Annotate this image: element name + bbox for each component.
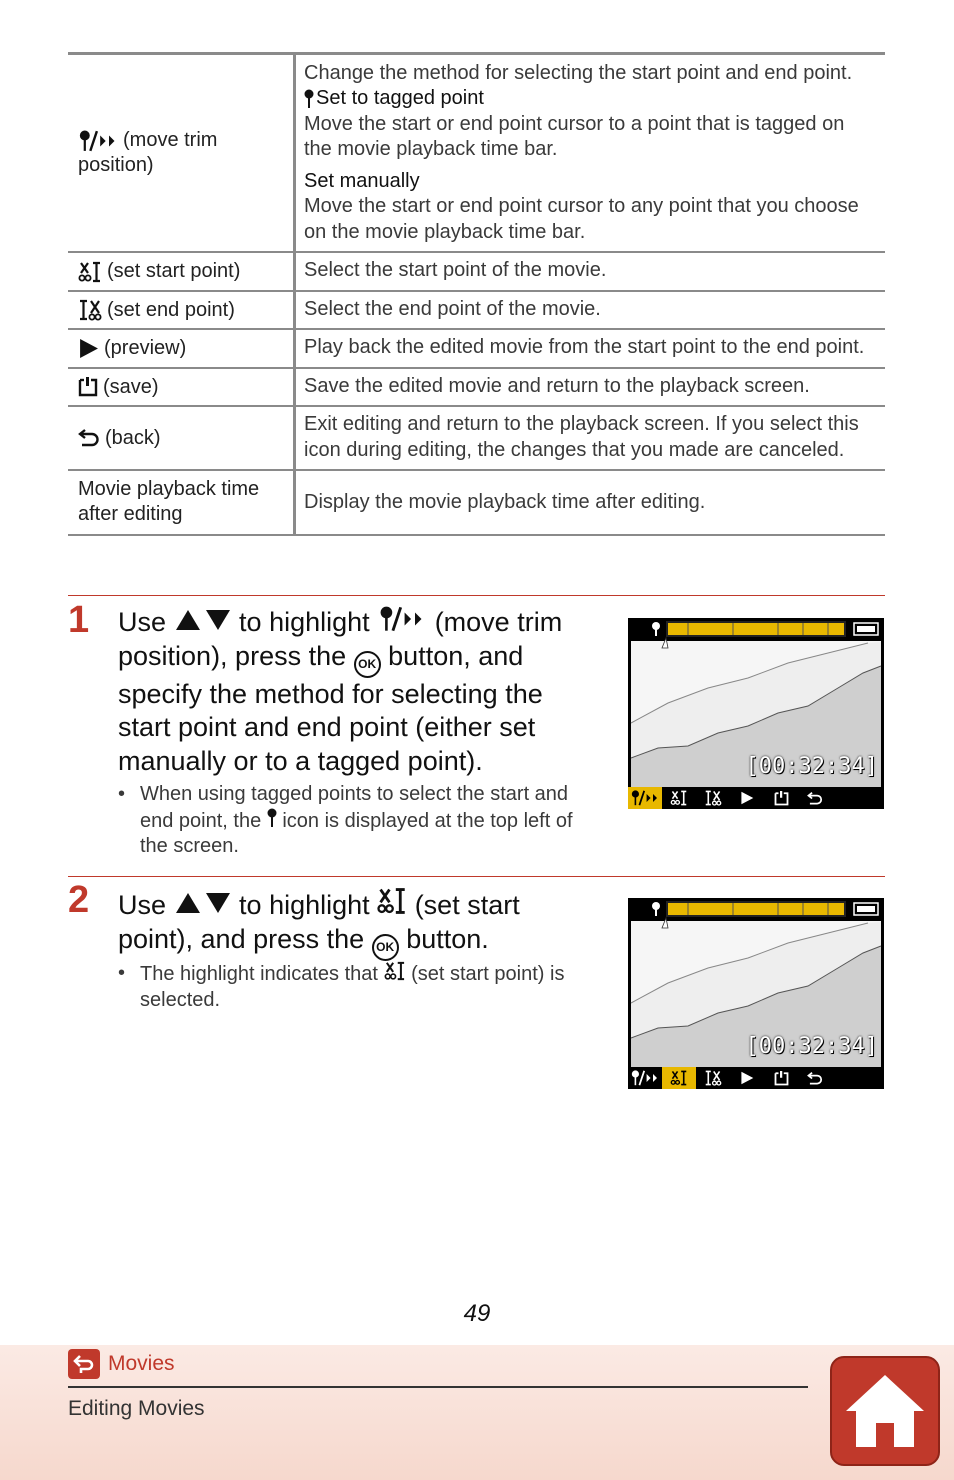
save-button[interactable] <box>764 787 798 809</box>
bullet-dot-icon: • <box>118 962 126 984</box>
set-start-button[interactable] <box>662 787 696 809</box>
table-row <box>68 471 885 536</box>
move-trim-button[interactable] <box>628 1067 662 1089</box>
set-start-point-icon <box>78 261 102 283</box>
set-end-button[interactable] <box>696 1067 730 1089</box>
row-label: (save) <box>103 375 159 398</box>
preview-button[interactable] <box>730 787 764 809</box>
movie-frame-illustration <box>628 898 884 1089</box>
step-bullet: • The highlight indicates that (set start point) is selected. <box>118 962 565 1011</box>
table-label-cell <box>68 369 296 405</box>
row-desc: Save the edited movie and return to the playback screen. <box>304 375 810 397</box>
table-label-cell <box>68 253 296 290</box>
row-desc: Display the movie playback time after editing. <box>304 490 706 513</box>
table-label-cell <box>68 292 296 328</box>
camera-screen <box>628 898 884 1089</box>
row-label: (preview) <box>104 337 187 359</box>
option-desc: Move the start or end point cursor to a point that is tagged on the movie playback time bar. <box>304 112 845 161</box>
step-divider <box>68 595 885 596</box>
return-arrow-icon <box>68 1349 100 1379</box>
table-row <box>68 292 885 330</box>
playback-time: [00:32:34] <box>745 1034 878 1059</box>
row-label: (move trim position) <box>78 129 218 176</box>
set-start-point-icon <box>384 961 406 981</box>
row-desc: Select the end point of the movie. <box>304 298 601 320</box>
row-label: (set end point) <box>107 298 235 321</box>
back-button[interactable] <box>798 1067 832 1089</box>
camera-screen <box>628 618 884 809</box>
back-icon <box>78 428 100 448</box>
playback-time: [00:32:34] <box>745 754 878 779</box>
row-desc: Play back the edited movie from the start point to the end point. <box>304 336 865 358</box>
step-number: 2 <box>68 879 90 921</box>
preview-icon <box>78 338 99 359</box>
page-number: 49 <box>463 1300 491 1327</box>
set-end-button[interactable] <box>696 787 730 809</box>
function-table <box>68 52 885 536</box>
step-number: 1 <box>68 599 90 641</box>
home-icon <box>842 1371 928 1451</box>
save-icon <box>78 377 98 397</box>
option-title: Set to tagged point <box>316 87 484 110</box>
step-heading: Use to highlight (move trim position), press the OK button, and specify the method for selecting the start point and end point (either set manually or to a tagged point). <box>118 607 563 776</box>
row-label: (back) <box>105 426 161 449</box>
row-label: (set start point) <box>107 260 241 282</box>
step-divider <box>68 876 885 877</box>
ok-button-icon: OK <box>372 934 399 961</box>
row-desc: Exit editing and return to the playback screen. If you select this icon during editing, the changes that you made are canceled. <box>304 413 859 461</box>
move-trim-icon <box>78 130 118 152</box>
bullet-dot-icon: • <box>118 783 126 805</box>
table-row <box>68 330 885 369</box>
edit-toolbar <box>628 787 884 809</box>
up-down-arrows-icon <box>174 608 232 632</box>
save-button[interactable] <box>764 1067 798 1089</box>
set-start-button[interactable] <box>662 1067 696 1089</box>
tag-pin-icon <box>304 89 314 109</box>
edit-toolbar <box>628 1067 884 1089</box>
set-start-point-icon <box>377 887 407 915</box>
option-desc: Move the start or end point cursor to any point that you choose on the movie playback time bar. <box>304 195 859 243</box>
step-bullet: • When using tagged points to select the start and end point, the icon is displayed at the top left of the screen. <box>118 783 573 857</box>
option-title: Set manually <box>304 169 420 192</box>
move-trim-icon <box>377 606 427 632</box>
move-trim-button[interactable] <box>628 787 662 809</box>
home-button[interactable] <box>830 1356 940 1466</box>
table-label-cell <box>68 407 296 469</box>
movie-frame-illustration <box>628 618 884 809</box>
table-row <box>68 407 885 471</box>
breadcrumb[interactable]: Editing Movies <box>68 1397 205 1420</box>
row-label: Movie playback time after editing <box>68 471 296 534</box>
up-down-arrows-icon <box>174 891 232 915</box>
ok-button-icon: OK <box>354 651 381 678</box>
table-label-cell <box>68 55 296 251</box>
row-desc: Select the start point of the movie. <box>304 259 607 281</box>
table-row <box>68 369 885 407</box>
table-desc-cell <box>296 55 885 251</box>
step-heading: Use to highlight (set start point), and press the OK button. <box>118 887 598 961</box>
preview-button[interactable] <box>730 1067 764 1089</box>
row-desc-intro: Change the method for selecting the start point and end point. <box>304 61 853 84</box>
footer-divider <box>68 1386 808 1388</box>
section-label: Movies <box>108 1352 175 1375</box>
set-end-point-icon <box>78 299 102 321</box>
tag-pin-icon <box>267 808 277 828</box>
table-row <box>68 55 885 253</box>
table-row <box>68 253 885 292</box>
table-label-cell <box>68 330 296 367</box>
movies-section-link[interactable] <box>68 1349 175 1379</box>
back-button[interactable] <box>798 787 832 809</box>
